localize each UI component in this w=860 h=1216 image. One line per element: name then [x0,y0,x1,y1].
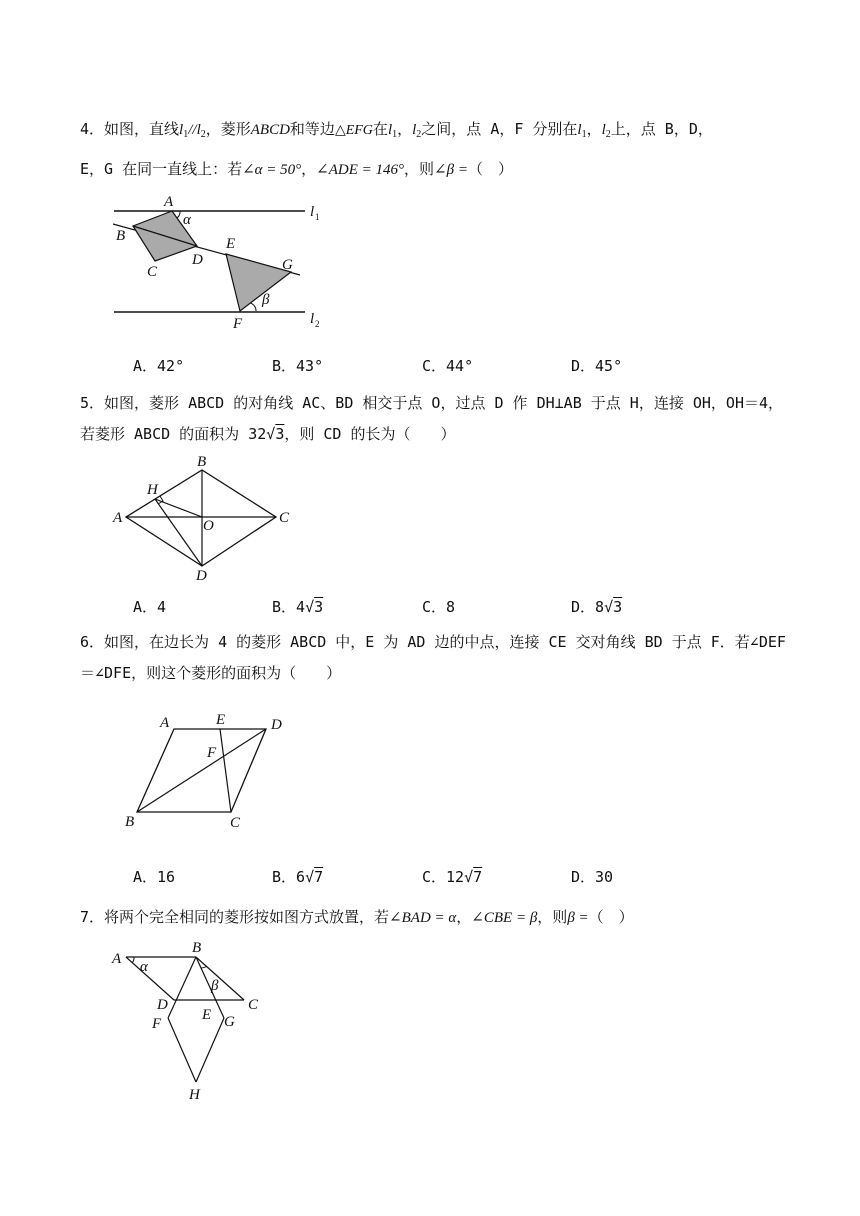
q5-option-c[interactable] [422,596,455,617]
q4-l1b: l [387,122,393,138]
q5-number: 5． [80,394,105,412]
q4-label-a: A [164,194,174,210]
q7-label-c: C [248,997,259,1013]
q4-text-1h: 上，点 B，D， [610,120,713,138]
q4-text-1d: 在 [372,120,388,138]
q7-beta: β = [567,910,589,926]
q4-label-l2-sub: 2 [315,319,320,329]
q4-label-l2: l [310,311,315,327]
q4-number: 4． [80,120,105,138]
q5-label-h: H [147,482,158,498]
q6-figure [115,705,295,830]
q7-text-1d: （ ） [588,908,634,926]
q4-text-1g: ， [586,120,602,138]
q4-text-1c: 和等边 [289,120,335,138]
q6-label-d: D [271,717,282,733]
q6-option-b-sqrt: 7 [314,868,324,886]
q6-option-b[interactable]: B．6√7 [272,868,324,886]
q4-label-e: E [226,236,236,252]
q4-l1c: l [577,122,582,138]
q4-figure [100,190,340,335]
q7-text-1a: 将两个完全相同的菱形按如图方式放置，若 [104,908,390,926]
q7-angle-bad: ∠BAD = α [389,910,457,926]
q5-label-c: C [279,510,290,526]
q6-text-1: 如图，在边长为 4 的菱形 ABCD 中，E 为 AD 边的中点，连接 CE 交对角线 BD 于点 F．若∠DEF [104,633,786,651]
q6-option-c-sqrt: 7 [473,868,483,886]
q5-option-b-sqrt: 3 [314,598,324,616]
q4-angle-ade: ∠ADE = 146° [316,162,405,178]
q5-option-a-label: A．4 [133,598,167,616]
q5-option-d-sqrt: 3 [613,598,623,616]
q5-label-b: B [197,454,207,470]
q5-option-a[interactable] [133,596,166,617]
q7-label-e: E [202,1007,212,1023]
q5-label-o: O [203,518,214,534]
q6-line2 [80,662,341,683]
q7-angle-cbe: ∠CBE = β [471,910,538,926]
q6-label-a: A [160,715,170,731]
q6-option-b-label: B．6 [272,868,306,886]
q5-line1 [80,392,783,413]
q5-option-b-label: B．4 [272,598,306,616]
q4-label-d: D [192,252,203,268]
q7-label-f: F [152,1016,162,1032]
q7-label-b: B [192,940,202,956]
q4-label-b: B [116,228,126,244]
q4-text-2d: （ ） [467,160,513,178]
q5-option-c-label: C．8 [422,598,456,616]
q7-number: 7． [80,908,105,926]
q7-label-alpha: α [140,959,148,975]
q6-option-c-label: C．12 [422,868,465,886]
q7-label-g: G [224,1014,235,1030]
q4-option-c[interactable]: C．44° [422,357,474,375]
q5-sqrt: √3 [266,425,285,443]
q4-parallel: // [188,122,197,138]
q4-angle-alpha: ∠α = 50° [242,162,302,178]
q4-l2c: l [601,122,606,138]
q4-efg: △EFG [334,123,373,138]
q4-option-d[interactable]: D．45° [571,357,623,375]
q5-text-1: 如图，菱形 ABCD 的对角线 AC、BD 相交于点 O，过点 D 作 DH⊥AB 于点 H，连接 OH，OH＝4， [104,394,784,412]
q7-text-1b: ， [456,908,472,926]
q6-text-2: ＝∠DFE，则这个菱形的面积为（ ） [80,664,342,682]
q4-text-1b: ，菱形 [205,120,251,138]
q5-sqrt-value: 3 [275,425,285,443]
q6-label-c: C [230,815,241,830]
q4-label-f: F [233,316,243,332]
q6-option-c[interactable]: C．12√7 [422,868,483,886]
q6-label-e: E [216,712,226,728]
q4-l1: l [179,122,184,138]
q7-line1 [80,906,634,927]
q4-text-2b: ， [301,160,317,178]
q5-text-2a: 若菱形 ABCD 的面积为 32 [80,425,267,443]
q5-text-2b: ，则 CD 的长为（ ） [284,425,456,443]
q4-option-b[interactable]: B．43° [272,357,324,375]
q4-label-l1: l [310,204,315,220]
q4-line1: 4．如图，直线$l_1//l_2$，菱形ABCD和等边△EFG在$l_1$，$l_2$之间，点 A，F 分别在$l_1$，$l_2$上，点 B，D， [80,120,713,140]
q4-label-l1-sub: 1 [315,212,320,222]
q4-l2: l [196,122,201,138]
q4-l2b: l [412,122,417,138]
q4-angle-beta: ∠β = [434,162,468,178]
q4-option-a[interactable]: A．42° [133,357,185,375]
q7-label-beta: β [211,978,219,994]
q7-text-1c: ，则 [537,908,568,926]
q4-label-beta: β [262,292,270,308]
q4-text-1a: 如图，直线 [104,120,180,138]
q6-number: 6． [80,633,105,651]
q6-option-a[interactable] [133,866,175,887]
q6-label-b: B [125,814,135,830]
q4-abcd: ABCD [250,122,290,138]
q7-label-d: D [157,997,168,1013]
q5-option-b[interactable]: B．4√3 [272,598,324,616]
q5-figure [110,450,300,585]
q5-option-d[interactable]: D．8√3 [571,598,623,616]
q7-figure [105,935,275,1105]
q4-label-c: C [147,264,158,280]
q5-line2 [80,423,455,444]
q4-label-g: G [282,257,293,273]
q7-label-a: A [112,951,122,967]
q6-line1 [80,631,786,652]
q4-text-2a: E，G 在同一直线上：若 [80,160,243,178]
q6-option-d[interactable] [571,866,613,887]
q4-label-alpha: α [183,212,191,228]
q6-option-a-label: A．16 [133,868,176,886]
q4-text-1f: 之间，点 A，F 分别在 [421,120,578,138]
q7-label-h: H [189,1087,200,1103]
q6-label-f: F [207,745,217,761]
q5-label-a: A [113,510,123,526]
q4-text-1e: ， [397,120,413,138]
q4-line2 [80,158,513,179]
q4-text-2c: ，则 [404,160,435,178]
q5-label-d: D [196,568,207,584]
q6-option-d-label: D．30 [571,868,614,886]
q5-option-d-label: D．8 [571,598,605,616]
